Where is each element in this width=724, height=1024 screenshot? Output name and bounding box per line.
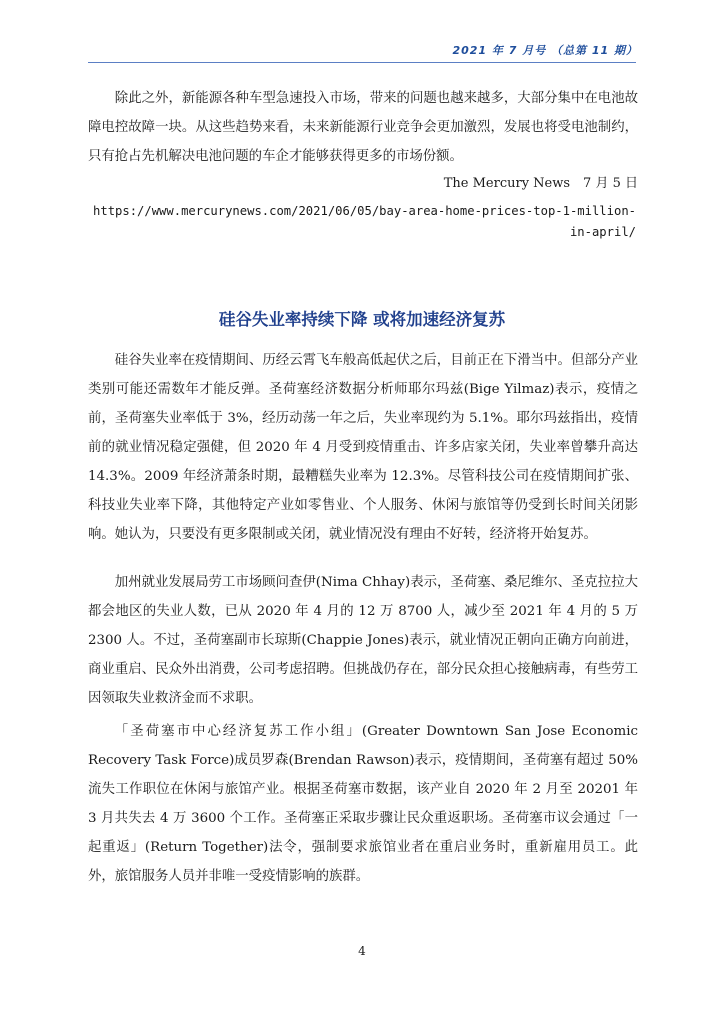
source-attribution: The Mercury News 7 月 5 日 bbox=[443, 176, 638, 191]
issue-header: 2021 年 7 月号 （总第 11 期） bbox=[452, 44, 638, 57]
article-paragraph-1: 硅谷失业率在疫情期间、历经云霄飞车般高低起伏之后，目前正在下滑当中。但部分产业类别可能还需数年才能反弹。圣荷塞经济数据分析师耶尔玛兹(Bige Yilmaz)表示，疫情之前，圣荷塞失业率低于 3%，经历动荡一年之后，失业率现约为 5.1%。耶尔玛兹指出，疫情前的就业情况稳定强健，但 2020 年 4 月受到疫情重击、许多店家关闭，失业率曾攀升高达 14.3%。2009 年经济萧条时期，最糟糕失业率为 12.3%。尽管科技公司在疫情期间扩张、科技业失业率下降，其他特定产业如零售业、个人服务、休闲与旅馆等仍受到长时间关闭影响。她认为，只要没有更多限制或关闭，就业情况没有理由不好转，经济将开始复苏。 bbox=[88, 353, 638, 542]
page-number: 4 bbox=[358, 944, 366, 958]
header-rule bbox=[88, 62, 636, 63]
source-url: https://www.mercurynews.com/2021/06/05/bay-area-home-prices-top-1-million-in-april/ bbox=[93, 204, 636, 239]
article-paragraph-2: 加州就业发展局劳工市场顾问查伊(Nima Chhay)表示，圣荷塞、桑尼维尔、圣克拉拉大都会地区的失业人数，已从 2020 年 4 月的 12 万 8700 人，减少至 2021 年 4 月的 5 万 2300 人。不过，圣荷塞副市长琼斯(Chappie Jones)表示，就业情况正朝向正确方向前进，商业重启、民众外出消费，公司考虑招聘。但挑战仍存在，部分民众担心接触病毒，有些劳工因领取失业救济金而不求职。 bbox=[88, 575, 638, 706]
intro-paragraph: 除此之外，新能源各种车型急速投入市场，带来的问题也越来越多，大部分集中在电池故障电控故障一块。从这些趋势来看，未来新能源行业竞争会更加激烈，发展也将受电池制约，只有抢占先机解决电池问题的车企才能够获得更多的市场份额。 bbox=[88, 91, 638, 164]
article-paragraph-3: 「圣荷塞市中心经济复苏工作小组」(Greater Downtown San Jose Economic Recovery Task Force)成员罗森(Brendan Rawson)表示，疫情期间，圣荷塞有超过 50%流失工作职位在休闲与旅馆产业。根据圣荷塞市数据，该产业自 2020 年 2 月至 20201 年 3 月共失去 4 万 3600 个工作。圣荷塞正采取步骤让民众重返职场。圣荷塞市议会通过「一起重返」(Return Together)法令，强制要求旅馆业者在重启业务时，重新雇用员工。此外，旅馆服务人员并非唯一受疫情影响的族群。 bbox=[88, 724, 638, 884]
article-title: 硅谷失业率持续下降 或将加速经济复苏 bbox=[218, 310, 506, 329]
